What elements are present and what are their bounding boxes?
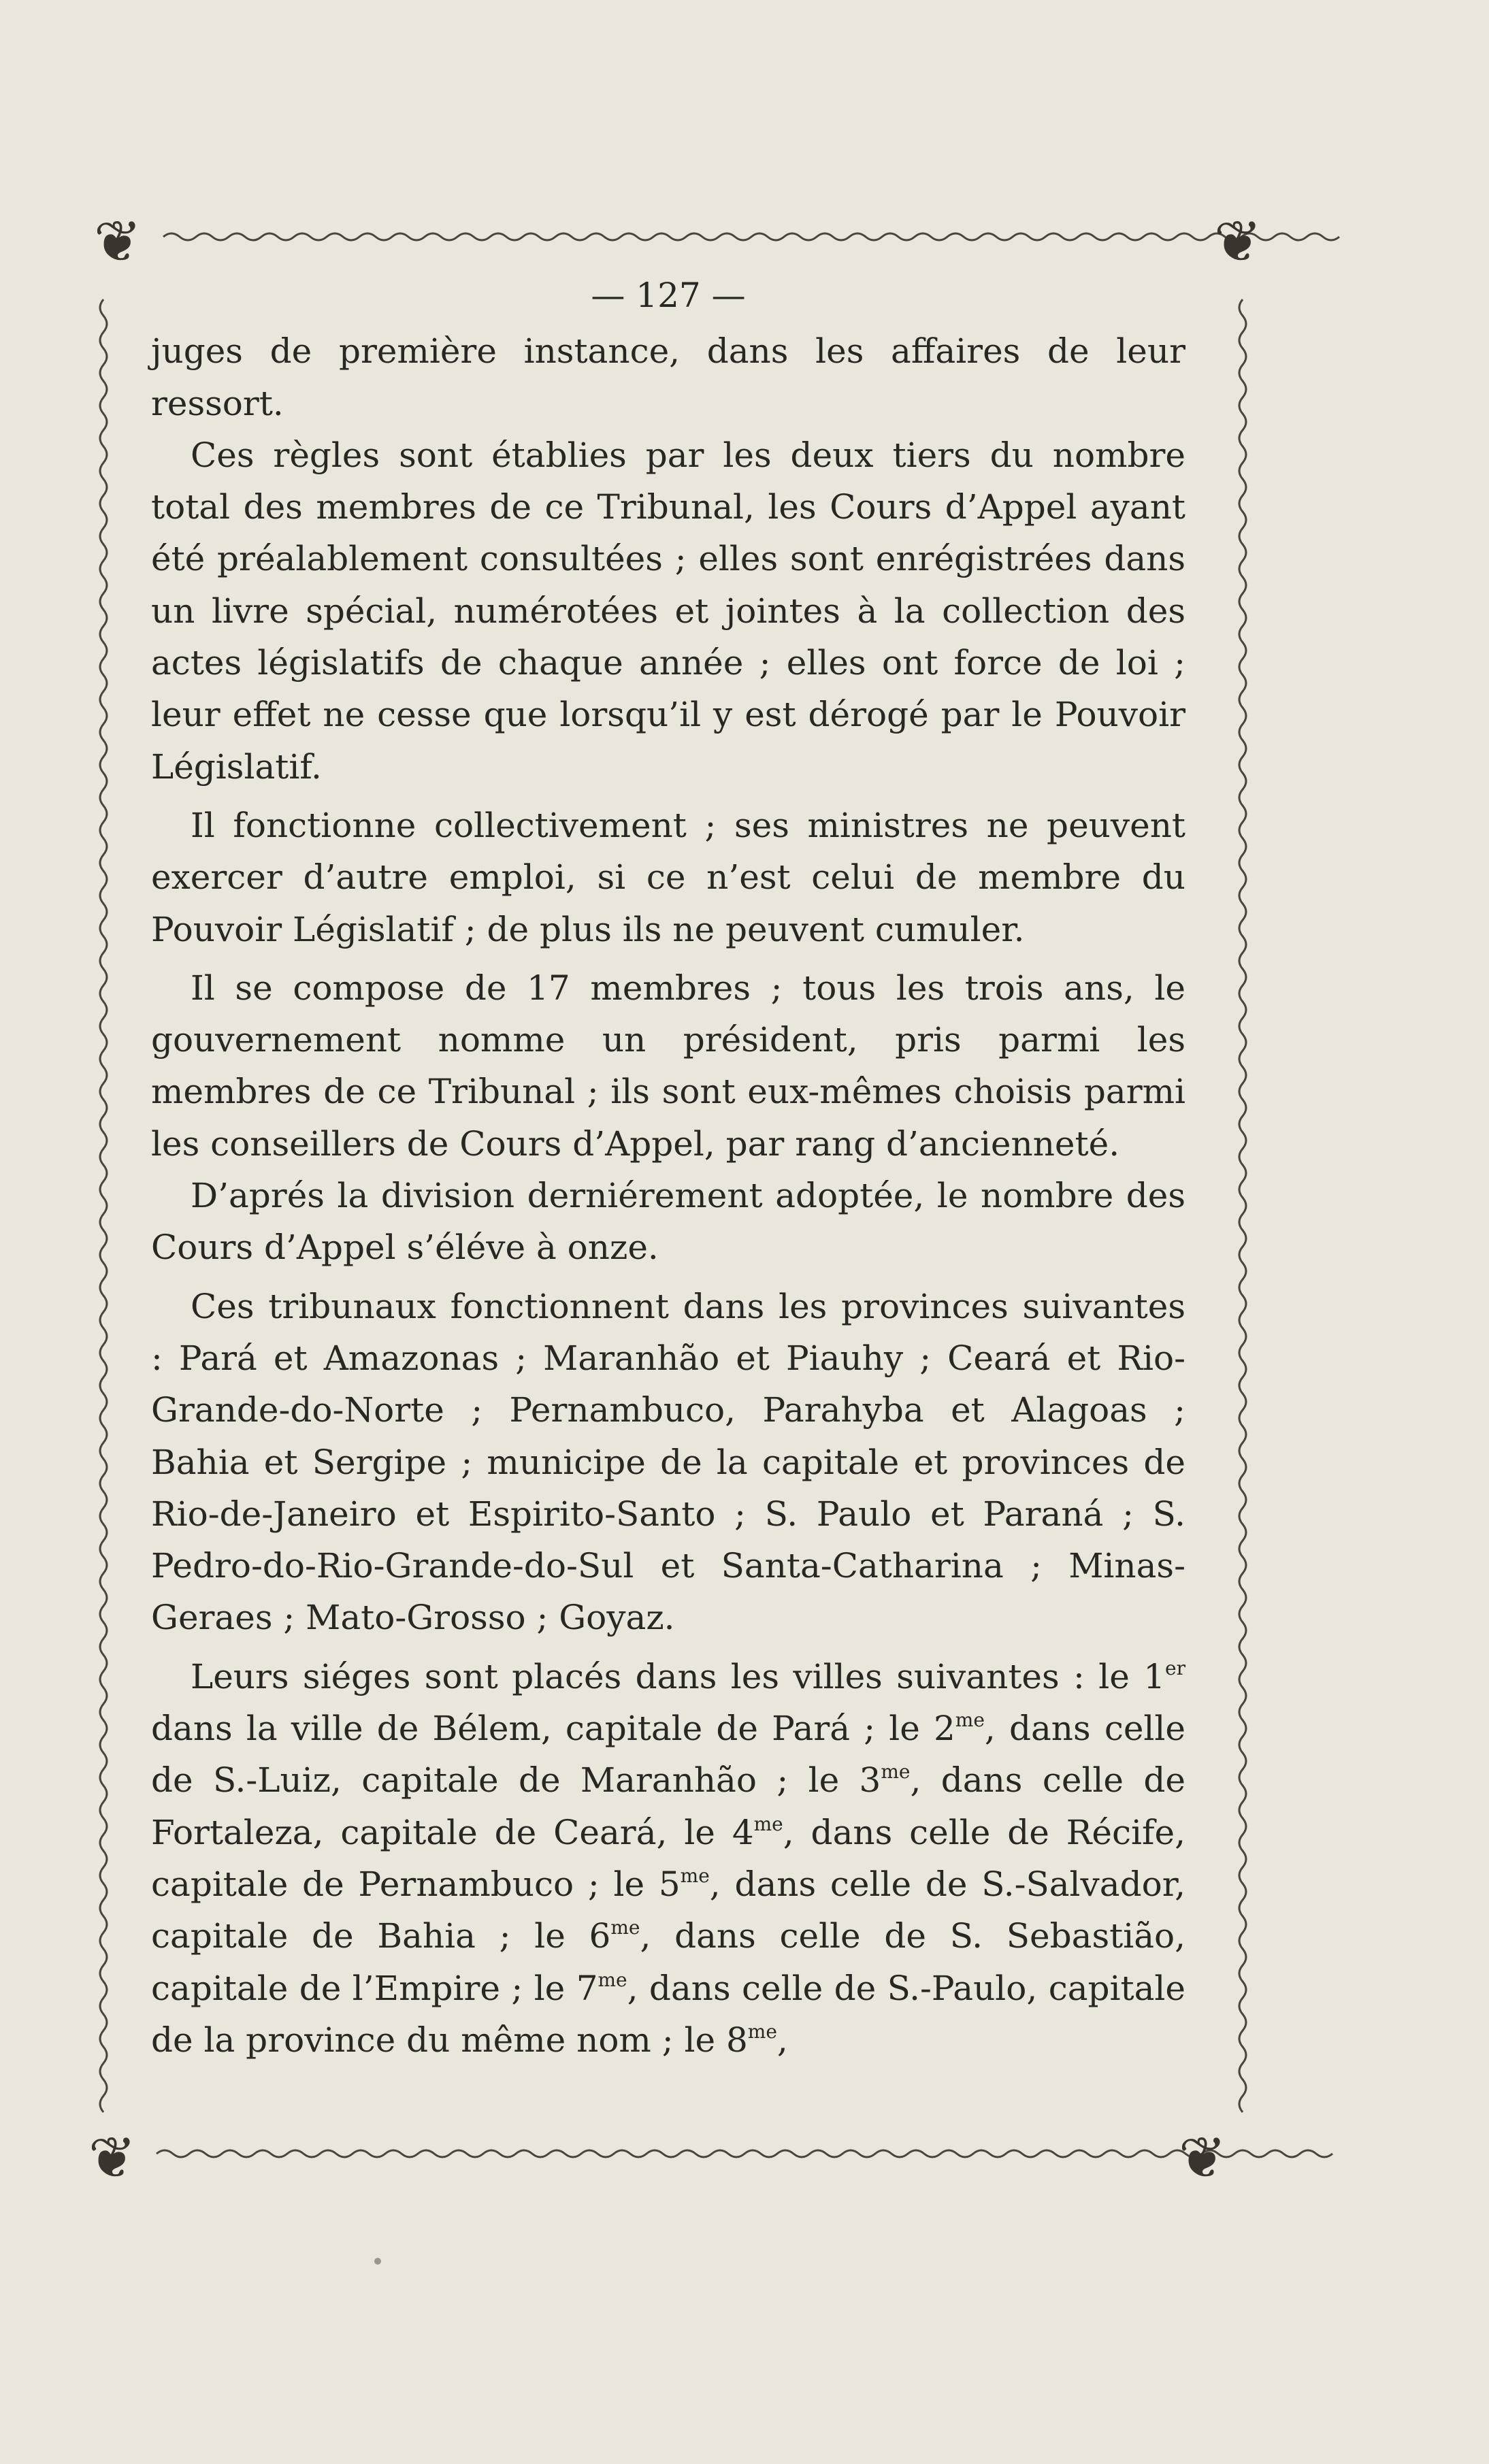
bottom-wavy-rule [157,2150,1332,2157]
top-wavy-rule [163,233,1339,240]
paragraph-4: Il se compose de 17 membres ; tous les trois ans, le gouvernement nomme un président, pris parmi les membres de ce Tribunal ; ils sont eux-mêmes choisis parmi les conseillers de Cours d’Appel, par rang d’ancienneté. [151,968,1185,1164]
ordinal-suffix: er [1165,1656,1185,1679]
text-run: , [776,2020,788,2060]
ordinal-suffix: me [680,1864,710,1887]
text-run: , dans celle de Récife, capitale de Pernambuco ; le 5 [151,1812,1185,1904]
paragraph-1: juges de première instance, dans les affaires de leur ressort. [151,331,1185,423]
paragraph-2: Ces règles sont établies par les deux tiers du nombre total des membres de ce Tribunal, les Cours d’Appel ayant été préalablement consultées ; elles sont enrégistrées dans un livre spécial, numérotées et jointes à la collection des actes législatifs de chaque année ; elles ont force de loi ; leur effet ne cesse que lorsqu’il y est dérogé par le Pouvoir Législatif. [151,435,1185,787]
bottom-right-flourish-icon: ❦ [1178,2124,1227,2191]
top-right-flourish-icon: ❦ [1213,208,1262,275]
text-run: , dans celle de S.-Luiz, capitale de Maranhão ; le 3 [151,1709,1185,1801]
top-left-flourish-icon: ❦ [93,208,142,275]
text-run: , dans celle de S. Sebastião, capitale de l’Empire ; le 7 [151,1916,1185,2008]
paragraph-7 [151,1651,1185,2066]
paragraph-6: Ces tribunaux fonctionnent dans les provinces suivantes : Pará et Amazonas ; Maranhão et Piauhy ; Ceará et Rio-Grande-do-Norte ; Pernambuco, Parahyba et Alagoas ; Bahia et Sergipe ; municipe de la capitale et provinces de Rio-de-Janeiro et Espirito-Santo ; S. Paulo et Paraná ; S. Pedro-do-Rio-Grande-do-Sul et Santa-Catharina ; Minas-Geraes ; Mato-Grosso ; Goyaz. [151,1286,1185,1638]
text-run: Leurs siéges sont placés dans les villes suivantes : le 1 [191,1656,1166,1696]
ordinal-suffix: me [598,1968,627,1991]
paragraph-5: D’aprés la division derniérement adoptée, le nombre des Cours d’Appel s’éléve à onze. [151,1176,1185,1268]
text-run: , dans celle de Fortaleza, capitale de Ceará, le 4 [151,1760,1185,1852]
ink-speck [374,2258,381,2265]
ordinal-suffix: me [747,2020,777,2043]
paragraph-3: Il fonctionne collectivement ; ses ministres ne peuvent exercer d’autre emploi, si ce n’est celui de membre du Pouvoir Législatif ; de plus ils ne peuvent cumuler. [151,805,1185,949]
page-body [151,269,1185,2066]
text-run: , dans celle de S.-Paulo, capitale de la province du même nom ; le 8 [151,1968,1185,2060]
bottom-left-flourish-icon: ❦ [88,2124,137,2191]
right-wavy-rule [1239,299,1246,2112]
ordinal-suffix: me [881,1760,911,1784]
text-run: , dans celle de S.-Salvador, capitale de Bahia ; le 6 [151,1864,1186,1956]
left-wavy-rule [100,299,107,2112]
ordinal-suffix: me [753,1812,783,1835]
page-number: — 127 — [591,276,746,315]
text-run: dans la ville de Bélem, capitale de Pará ; le 2 [151,1709,955,1749]
ordinal-suffix: me [610,1916,640,1939]
ordinal-suffix: me [955,1709,985,1732]
